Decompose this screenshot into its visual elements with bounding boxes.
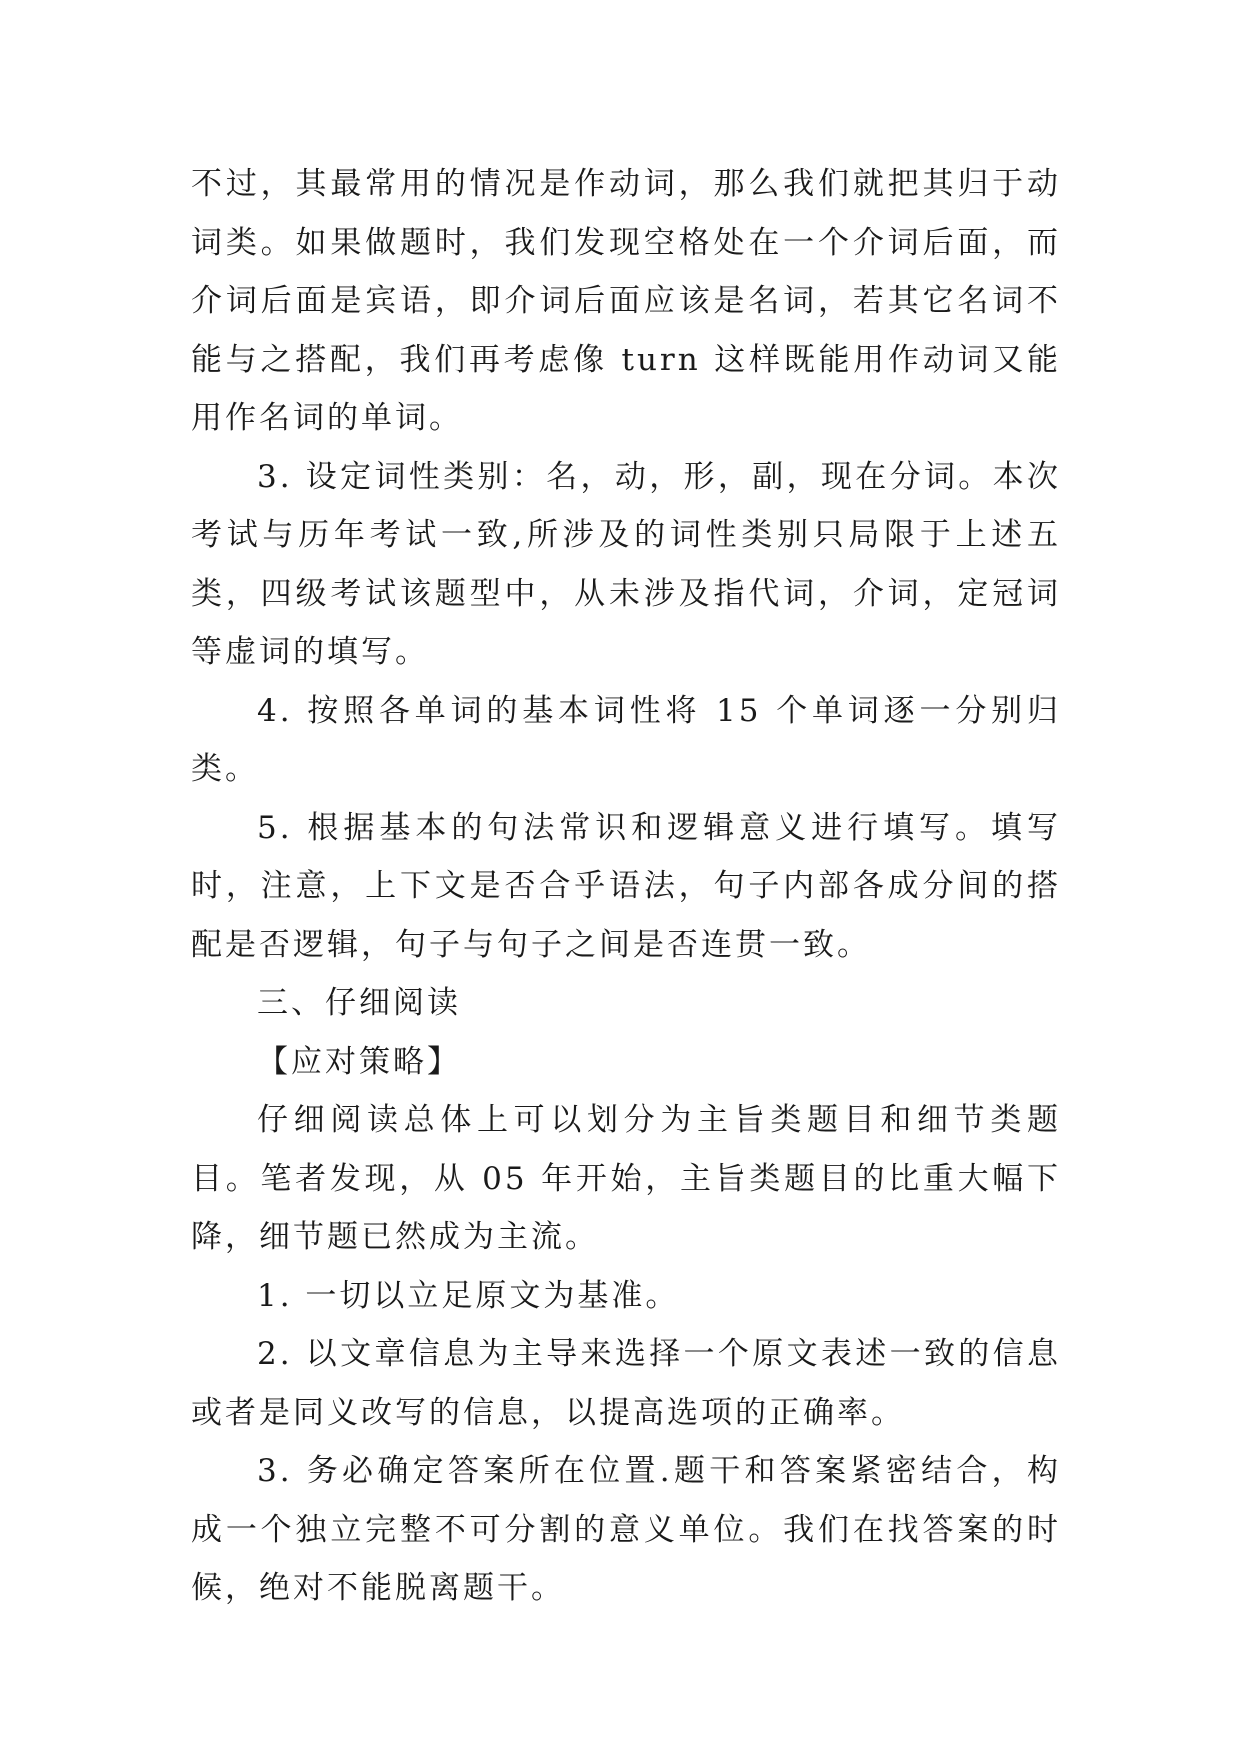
paragraph-verb-classification: 不过，其最常用的情况是作动词，那么我们就把其归于动词类。如果做题时，我们发现空格处在一个介词后面，而介词后面是宾语，即介词后面应该是名词，若其它名词不能与之搭配，我们再考虑像 turn 这样既能用作动词又能用作名词的单词。 (191, 166, 1061, 436)
paragraph-step-3-word-classes: 3. 设定词性类别：名，动，形，副，现在分词。本次考试与历年考试一致,所涉及的词性类别只局限于上述五类，四级考试该题型中，从未涉及指代词，介词，定冠词等虚词的填写。 (191, 458, 1061, 670)
section-heading-careful-reading: 三、仔细阅读 (257, 985, 461, 1021)
document-body (191, 155, 1061, 1618)
paragraph-reading-step-3: 3. 务必确定答案所在位置.题干和答案紧密结合，构成一个独立完整不可分割的意义单位。我们在找答案的时候，绝对不能脱离题干。 (191, 1453, 1061, 1606)
paragraph-reading-step-1: 1. 一切以立足原文为基准。 (257, 1277, 680, 1314)
paragraph-reading-overview: 仔细阅读总体上可以划分为主旨类题目和细节类题目。笔者发现，从 05 年开始，主旨类题目的比重大幅下降，细节题已然成为主流。 (191, 1102, 1061, 1255)
subheading-strategy: 【应对策略】 (257, 1043, 461, 1080)
paragraph-step-5-fill-in: 5. 根据基本的句法常识和逻辑意义进行填写。填写时，注意，上下文是否合乎语法，句子内部各成分间的搭配是否逻辑，句子与句子之间是否连贯一致。 (191, 809, 1061, 963)
paragraph-step-4-categorize: 4. 按照各单词的基本词性将 15 个单词逐一分别归类。 (191, 692, 1061, 787)
paragraph-reading-step-2: 2. 以文章信息为主导来选择一个原文表述一致的信息或者是同义改写的信息，以提高选项的正确率。 (191, 1336, 1061, 1431)
